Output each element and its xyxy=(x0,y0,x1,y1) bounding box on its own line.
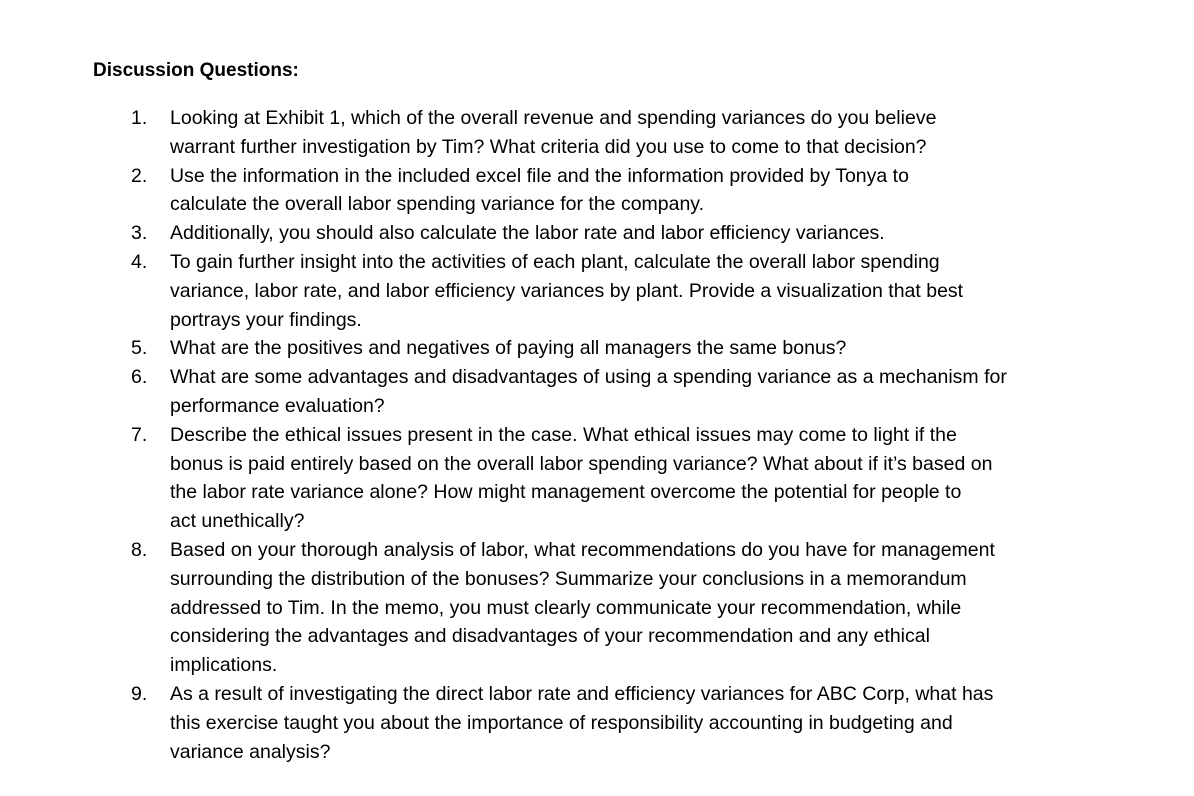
question-number: 4. xyxy=(131,250,148,273)
question-item xyxy=(131,104,1131,162)
question-line: portrays your findings. xyxy=(170,308,362,331)
question-number: 9. xyxy=(131,682,148,705)
question-line: What are some advantages and disadvantages of using a spending variance as a mechanism for xyxy=(170,366,1007,389)
question-line: implications. xyxy=(170,654,278,677)
question-line: variance, labor rate, and labor efficiency variances by plant. Provide a visualization that best xyxy=(170,279,964,302)
question-item xyxy=(131,334,1131,363)
question-line: warrant further investigation by Tim? What criteria did you use to come to that decision? xyxy=(170,135,927,158)
question-line: Based on your thorough analysis of labor, what recommendations do you have for management xyxy=(170,538,995,561)
section-heading: Discussion Questions: xyxy=(93,60,299,81)
question-line: act unethically? xyxy=(170,510,305,533)
question-line: addressed to Tim. In the memo, you must clearly communicate your recommendation, while xyxy=(170,596,962,619)
question-line: variance analysis? xyxy=(170,740,331,763)
question-number: 6. xyxy=(131,366,148,389)
question-number: 5. xyxy=(131,337,148,360)
question-list xyxy=(131,104,1131,766)
question-number: 8. xyxy=(131,538,148,561)
question-line: As a result of investigating the direct labor rate and efficiency variances for ABC Corp, what has xyxy=(170,682,994,705)
question-item xyxy=(131,248,1131,334)
question-line: Additionally, you should also calculate the labor rate and labor efficiency variances. xyxy=(170,222,885,245)
question-item xyxy=(131,219,1131,248)
question-line: Describe the ethical issues present in the case. What ethical issues may come to light if the xyxy=(170,423,957,446)
question-line: the labor rate variance alone? How might management overcome the potential for people to xyxy=(170,481,962,504)
question-line: To gain further insight into the activities of each plant, calculate the overall labor spending xyxy=(170,250,940,273)
question-line: considering the advantages and disadvantages of your recommendation and any ethical xyxy=(170,625,930,648)
question-number: 7. xyxy=(131,423,148,446)
question-number: 2. xyxy=(131,164,148,187)
question-line: calculate the overall labor spending variance for the company. xyxy=(170,193,705,216)
question-item xyxy=(131,162,1131,220)
question-item xyxy=(131,363,1131,421)
question-line: bonus is paid entirely based on the overall labor spending variance? What about if it’s based on xyxy=(170,452,993,475)
question-item xyxy=(131,680,1131,766)
question-number: 3. xyxy=(131,222,148,245)
question-line: Looking at Exhibit 1, which of the overall revenue and spending variances do you believe xyxy=(170,107,937,129)
question-item xyxy=(131,536,1131,680)
question-line: performance evaluation? xyxy=(170,394,385,417)
question-line: Use the information in the included excel file and the information provided by Tonya to xyxy=(170,164,909,187)
question-line: this exercise taught you about the importance of responsibility accounting in budgeting and xyxy=(170,711,953,734)
question-number: 1. xyxy=(131,107,148,129)
question-line: What are the positives and negatives of paying all managers the same bonus? xyxy=(170,337,847,360)
question-item xyxy=(131,421,1131,536)
question-line: surrounding the distribution of the bonuses? Summarize your conclusions in a memorandum xyxy=(170,567,967,590)
